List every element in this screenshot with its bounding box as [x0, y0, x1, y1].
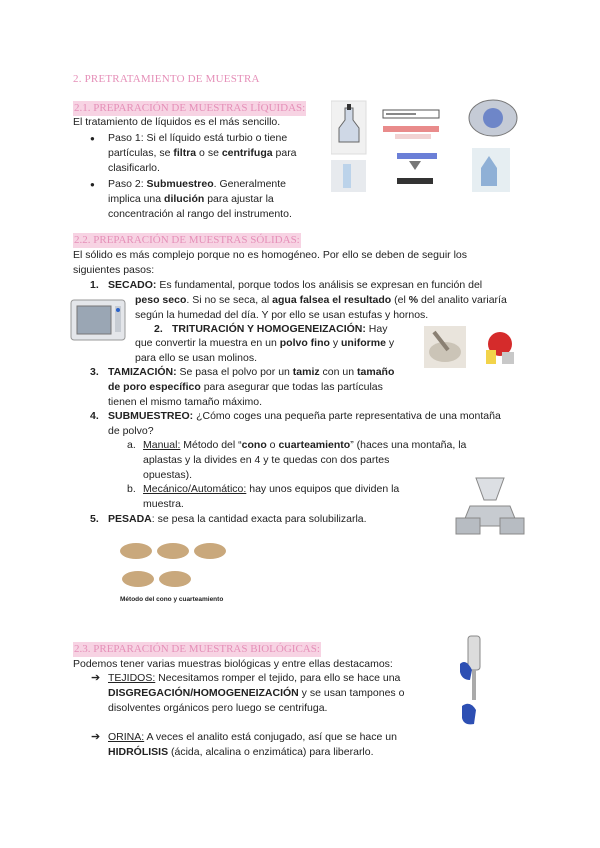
tamizacion-line-2: de poro específico para asegurar que todas las partículas [108, 381, 383, 393]
trituracion-line-3: para ello se usan molinos. [135, 352, 257, 364]
submuestreo-mecanico: b. Mecánico/Automático: hay unos equipos que dividen la muestra. [127, 483, 400, 510]
biological-intro: Podemos tener varias muestras biológicas y entre ellas destacamos: [73, 658, 393, 670]
solid-intro-1: El sólido es más complejo porque no es homogéneo. Por ello se deben de seguir los [73, 249, 467, 261]
liquid-step-1: ● Paso 1: Si el líquido está turbio o tiene partículas, se filtra o se centrifuga para clasificarlo. [108, 131, 297, 176]
step-pesada: 5. PESADA: se pesa la cantidad exacta para solubilizarla. [90, 513, 367, 525]
liquid-step-2: ● Paso 2: Submuestreo. Generalmente implica una dilución para ajustar la concentración al rango del instrumento. [108, 177, 292, 222]
heading-solid-samples: 2.2. PREPARACIÓN DE MUESTRAS SÓLIDAS: [74, 234, 300, 246]
submuestreo-manual: a. Manual: Método del “cono o cuarteamiento” (haces una montaña, la aplastas y la divides en 4 y te quedas con dos partes opuestas). [127, 439, 467, 481]
page-title: 2. PRETRATAMIENTO DE MUESTRA [73, 73, 260, 85]
oven-image [69, 296, 127, 344]
liquid-prep-figure [331, 98, 527, 194]
arrow-icon: ➔ [91, 672, 101, 684]
heading-biological-samples: 2.3. PREPARACIÓN DE MUESTRAS BIOLÓGICAS: [74, 643, 320, 655]
heading-liquid-samples: 2.1. PREPARACIÓN DE MUESTRAS LÍQUIDAS: [74, 102, 306, 114]
liquid-intro: El tratamiento de líquidos es el más sencillo. [73, 116, 281, 128]
step-submuestreo: 4. SUBMUESTREO: ¿Cómo coges una pequeña parte representativa de una montaña [90, 410, 501, 422]
tamizacion-line-3: tienen el mismo tamaño máximo. [108, 396, 263, 408]
step-secado: 1. SECADO: Es fundamental, porque todos los análisis se expresan en función del [90, 279, 483, 291]
arrow-icon: ➔ [91, 731, 101, 743]
riffle-splitter-image [452, 466, 530, 544]
submuestreo-line-2: de polvo? [108, 425, 154, 437]
item-orina: ➔ ORINA: A veces el analito está conjugado, así que se hace un HIDRÓLISIS (ácida, alcalina o enzimática) para liberarlo. [91, 731, 397, 758]
step-trituracion: 2. TRITURACIÓN Y HOMOGENEIZACIÓN: Hay [154, 323, 388, 335]
figure-caption: Método del cono y cuarteamiento [120, 596, 224, 603]
solid-intro-2: siguientes pasos: [73, 264, 155, 276]
step-tamizacion: 3. TAMIZACIÓN: Se pasa el polvo por un tamiz con un tamaño [90, 366, 395, 378]
homogenizer-image [456, 634, 492, 734]
cone-quartering-image [118, 535, 238, 597]
mortar-image [424, 326, 466, 368]
secado-line-2: peso seco. Si no se seca, al agua falsea el resultado (el % del analito variaría [135, 294, 507, 306]
item-tejidos: ➔ TEJIDOS: Necesitamos romper el tejido, para ello se hace una DISGREGACIÓN/HOMOGENEIZACIÓN y se usan tampones o disolventes orgánicos pero luego se centrifuga. [91, 672, 405, 714]
trituracion-line-2: que convertir la muestra en un polvo fino y uniforme y [135, 337, 395, 349]
mill-image [478, 328, 522, 368]
secado-line-3: según la humedad del día. Y por ello se usan estufas y hornos. [135, 309, 429, 321]
